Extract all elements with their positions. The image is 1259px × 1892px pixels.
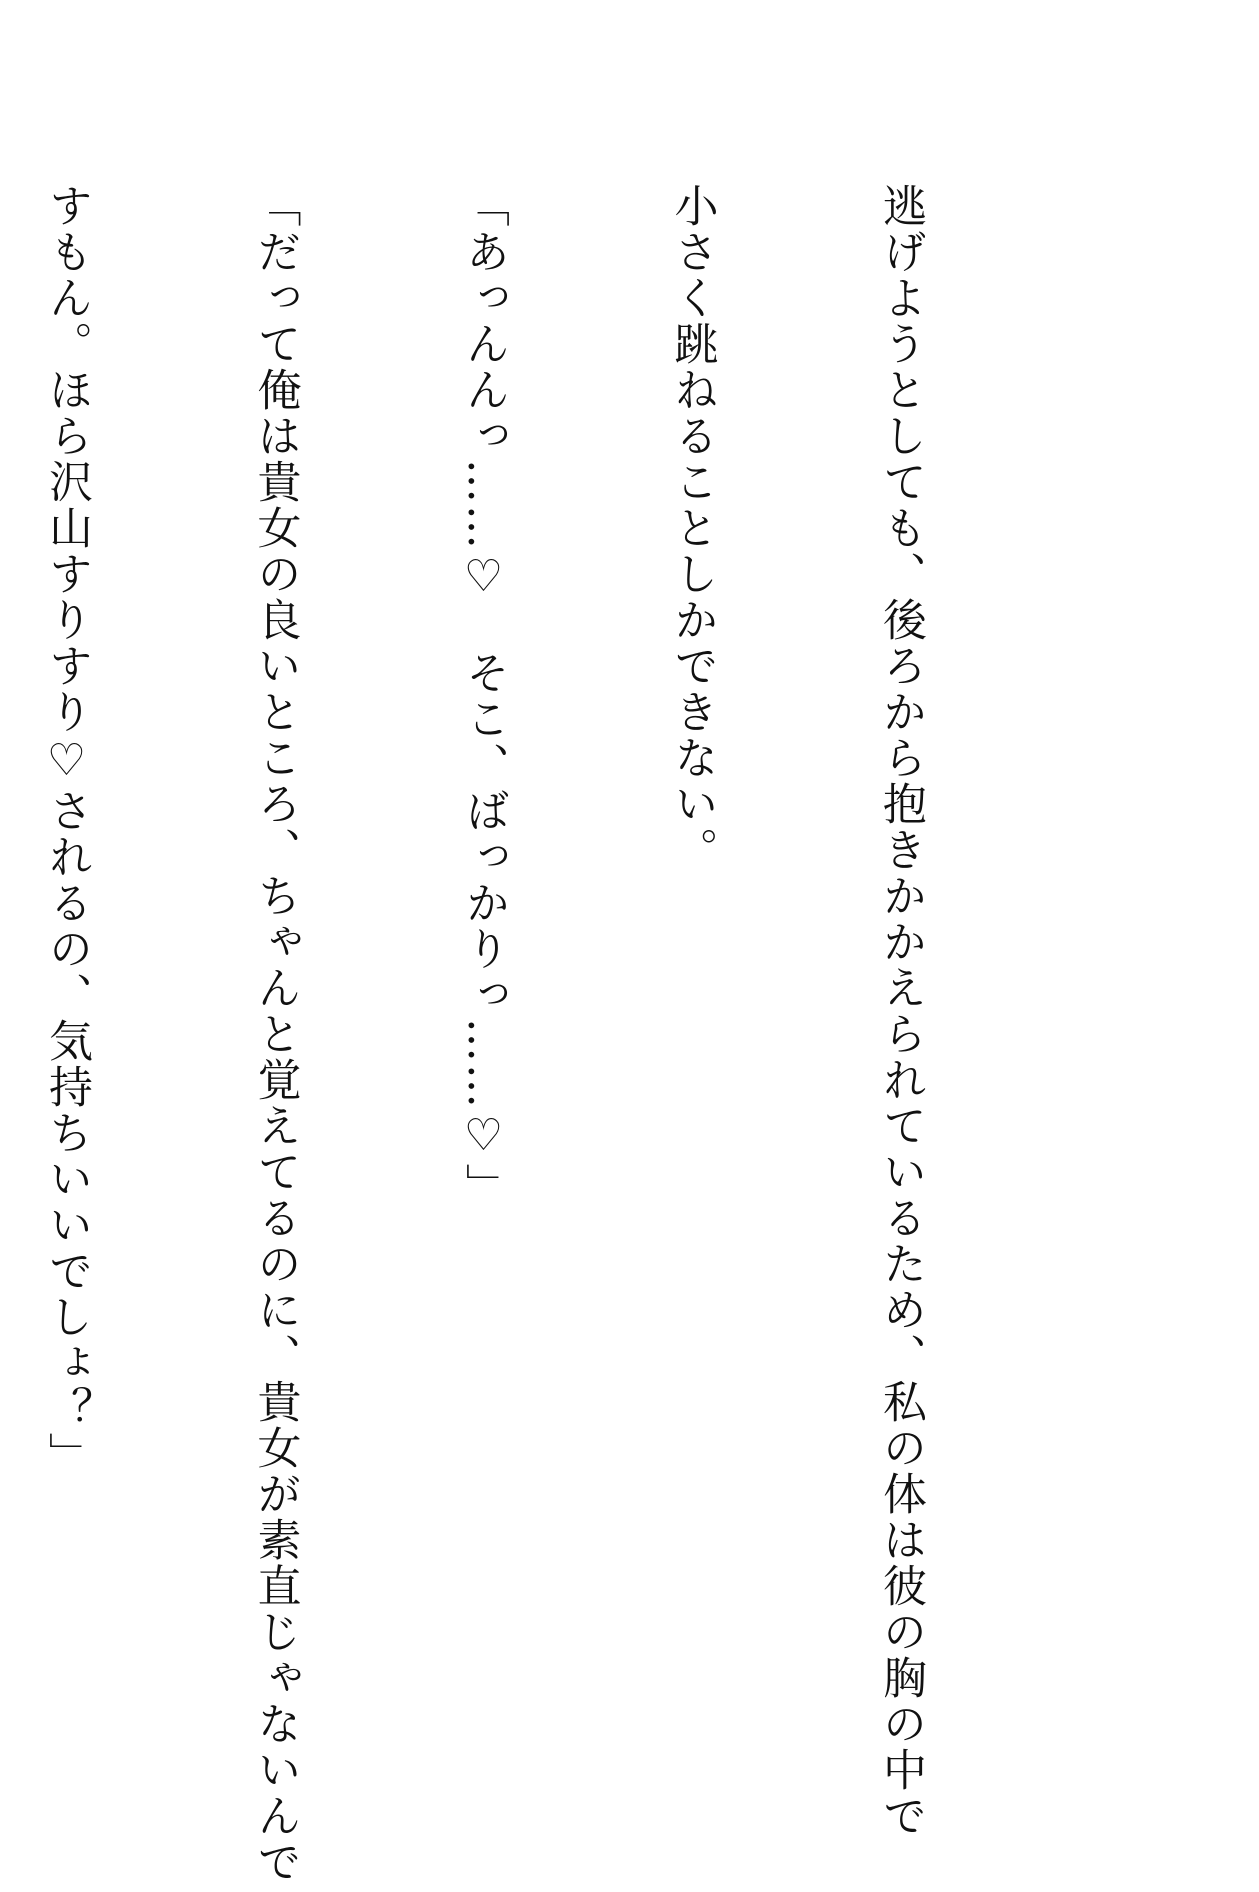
vertical-text-body bbox=[41, 183, 1074, 1885]
text-line: 「あっんんっ……♡ そこ、ばっかりっ……♡」 bbox=[458, 183, 509, 1209]
text-line: すもん。ほら沢山すりすり♡されるの、気持ちいいでしょ？」 bbox=[41, 183, 92, 1478]
text-line: 逃げようとしても、後ろから抱きかかえられているため、私の体は彼の胸の中で bbox=[875, 183, 926, 1839]
text-line: 小さく跳ねることしかできない。 bbox=[666, 183, 718, 873]
text-line: 「だって俺は貴女の良いところ、ちゃんと覚えてるのに、貴女が素直じゃないんで bbox=[249, 183, 301, 1885]
